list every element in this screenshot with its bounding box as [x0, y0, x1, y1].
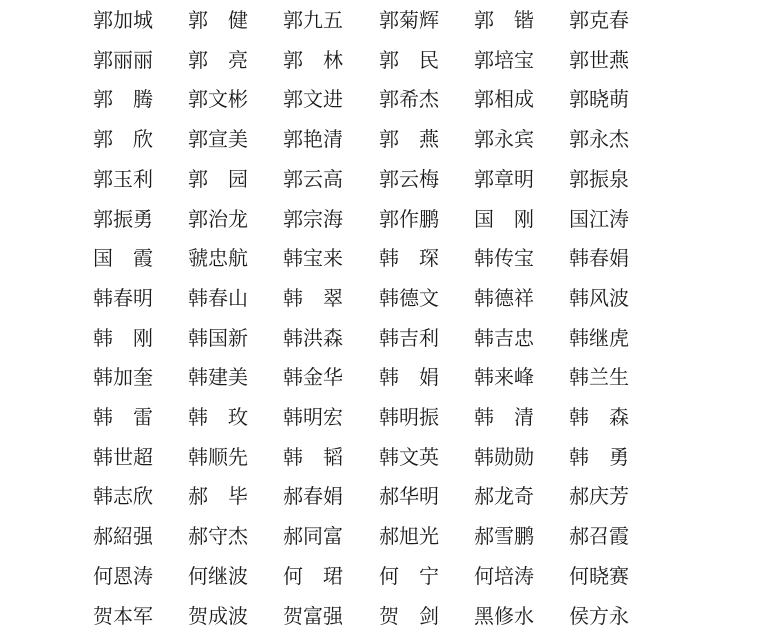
- name-cell: 韩 娟: [379, 365, 439, 390]
- name-cell: 郭永杰: [569, 127, 629, 152]
- name-cell: 郭培宝: [474, 47, 534, 72]
- name-cell: 郭宣美: [188, 127, 248, 152]
- name-row: [0, 357, 775, 397]
- name-cell: 韩春山: [188, 285, 248, 310]
- name-row: [0, 0, 775, 40]
- name-row: [0, 596, 775, 636]
- name-cell: 郭 林: [283, 47, 343, 72]
- name-cell: 郭振泉: [569, 166, 629, 191]
- name-cell: 郭治龙: [188, 206, 248, 231]
- name-row: [0, 476, 775, 516]
- name-cell: 郝旭光: [379, 524, 439, 549]
- name-cell: 何恩涛: [93, 563, 153, 588]
- name-row: [0, 199, 775, 239]
- name-row: [0, 119, 775, 159]
- name-cell: 郭 锴: [474, 8, 534, 32]
- name-cell: 韩吉忠: [474, 325, 534, 350]
- name-cell: 韩顺先: [188, 444, 248, 469]
- name-row: [0, 437, 775, 477]
- name-cell: 郭玉利: [93, 166, 153, 191]
- name-cell: 韩明宏: [283, 405, 343, 429]
- name-cell: 郭晓萌: [569, 87, 629, 112]
- name-cell: 韩勋勋: [474, 444, 534, 469]
- name-cell: 韩兰生: [569, 365, 629, 390]
- name-cell: 贺本军: [93, 603, 153, 628]
- name-cell: 虢忠航: [188, 246, 248, 271]
- name-cell: 韩继虎: [569, 325, 629, 350]
- name-cell: 郭加城: [93, 8, 153, 32]
- name-cell: 郭丽丽: [93, 47, 153, 72]
- name-cell: 国 霞: [93, 246, 153, 271]
- name-cell: 郝召霞: [569, 524, 629, 549]
- name-cell: 郝 毕: [188, 484, 248, 509]
- name-cell: 韩德祥: [474, 285, 534, 310]
- name-cell: 韩春明: [93, 285, 153, 310]
- name-cell: 郭克春: [569, 8, 629, 32]
- name-cell: 韩宝来: [283, 246, 343, 271]
- name-row: [0, 278, 775, 318]
- name-cell: 郭 燕: [379, 127, 439, 152]
- name-cell: 韩明振: [379, 405, 439, 429]
- name-cell: 韩文英: [379, 444, 439, 469]
- name-cell: 郭希杰: [379, 87, 439, 112]
- name-cell: 郭 欣: [93, 127, 153, 152]
- name-cell: 国 刚: [474, 206, 534, 231]
- name-cell: 郭文彬: [188, 87, 248, 112]
- name-cell: 郭云高: [283, 166, 343, 191]
- name-cell: 韩 森: [569, 405, 629, 429]
- name-cell: 郭艳清: [283, 127, 343, 152]
- name-cell: 韩传宝: [474, 246, 534, 271]
- name-cell: 郭作鹏: [379, 206, 439, 231]
- name-cell: 韩春娟: [569, 246, 629, 271]
- name-cell: 韩 琛: [379, 246, 439, 271]
- name-cell: 韩 玫: [188, 405, 248, 429]
- name-cell: 贺 剑: [379, 603, 439, 628]
- name-row: [0, 40, 775, 80]
- name-cell: 韩 刚: [93, 325, 153, 350]
- name-cell: 郝同富: [283, 524, 343, 549]
- name-cell: 韩国新: [188, 325, 248, 350]
- name-cell: 何 珺: [283, 563, 343, 588]
- name-cell: 韩风波: [569, 285, 629, 310]
- name-row: [0, 159, 775, 199]
- name-cell: 韩 清: [474, 405, 534, 429]
- name-cell: 郭宗海: [283, 206, 343, 231]
- name-cell: 侯方永: [569, 603, 629, 628]
- name-cell: 韩来峰: [474, 365, 534, 390]
- name-row: [0, 238, 775, 278]
- name-cell: 何培涛: [474, 563, 534, 588]
- name-cell: 郭相成: [474, 87, 534, 112]
- name-cell: 韩 翠: [283, 285, 343, 310]
- name-cell: 郝春娟: [283, 484, 343, 509]
- name-cell: 韩加奎: [93, 365, 153, 390]
- name-cell: 郝庆芳: [569, 484, 629, 509]
- name-row: [0, 516, 775, 556]
- name-cell: 郭九五: [283, 8, 343, 32]
- name-cell: 郭菊辉: [379, 8, 439, 32]
- name-cell: 黑修水: [474, 603, 534, 628]
- name-cell: 郭永宾: [474, 127, 534, 152]
- name-cell: 国江涛: [569, 206, 629, 231]
- name-cell: 郭 腾: [93, 87, 153, 112]
- name-cell: 郭世燕: [569, 47, 629, 72]
- name-cell: 郭 园: [188, 166, 248, 191]
- name-cell: 郭 亮: [188, 47, 248, 72]
- name-cell: 韩世超: [93, 444, 153, 469]
- name-cell: 何继波: [188, 563, 248, 588]
- name-cell: 郭振勇: [93, 206, 153, 231]
- name-cell: 韩洪森: [283, 325, 343, 350]
- name-cell: 郝华明: [379, 484, 439, 509]
- name-cell: 韩建美: [188, 365, 248, 390]
- name-cell: 韩德文: [379, 285, 439, 310]
- name-cell: 郝雪鹏: [474, 524, 534, 549]
- name-row: [0, 79, 775, 119]
- name-cell: 韩志欣: [93, 484, 153, 509]
- name-cell: 郭 健: [188, 8, 248, 32]
- name-cell: 韩 勇: [569, 444, 629, 469]
- name-cell: 郭云梅: [379, 166, 439, 191]
- name-cell: 韩吉利: [379, 325, 439, 350]
- name-cell: 郝守杰: [188, 524, 248, 549]
- name-cell: 郝紹强: [93, 524, 153, 549]
- name-cell: 贺成波: [188, 603, 248, 628]
- name-cell: 韩 雷: [93, 405, 153, 429]
- name-row: [0, 397, 775, 437]
- name-cell: 韩金华: [283, 365, 343, 390]
- name-cell: 贺富强: [283, 603, 343, 628]
- name-cell: 何晓赛: [569, 563, 629, 588]
- name-cell: 郭章明: [474, 166, 534, 191]
- name-row: [0, 318, 775, 358]
- name-cell: 郝龙奇: [474, 484, 534, 509]
- name-cell: 韩 韬: [283, 444, 343, 469]
- name-cell: 何 宁: [379, 563, 439, 588]
- name-cell: 郭文进: [283, 87, 343, 112]
- name-cell: 郭 民: [379, 47, 439, 72]
- name-row: [0, 556, 775, 596]
